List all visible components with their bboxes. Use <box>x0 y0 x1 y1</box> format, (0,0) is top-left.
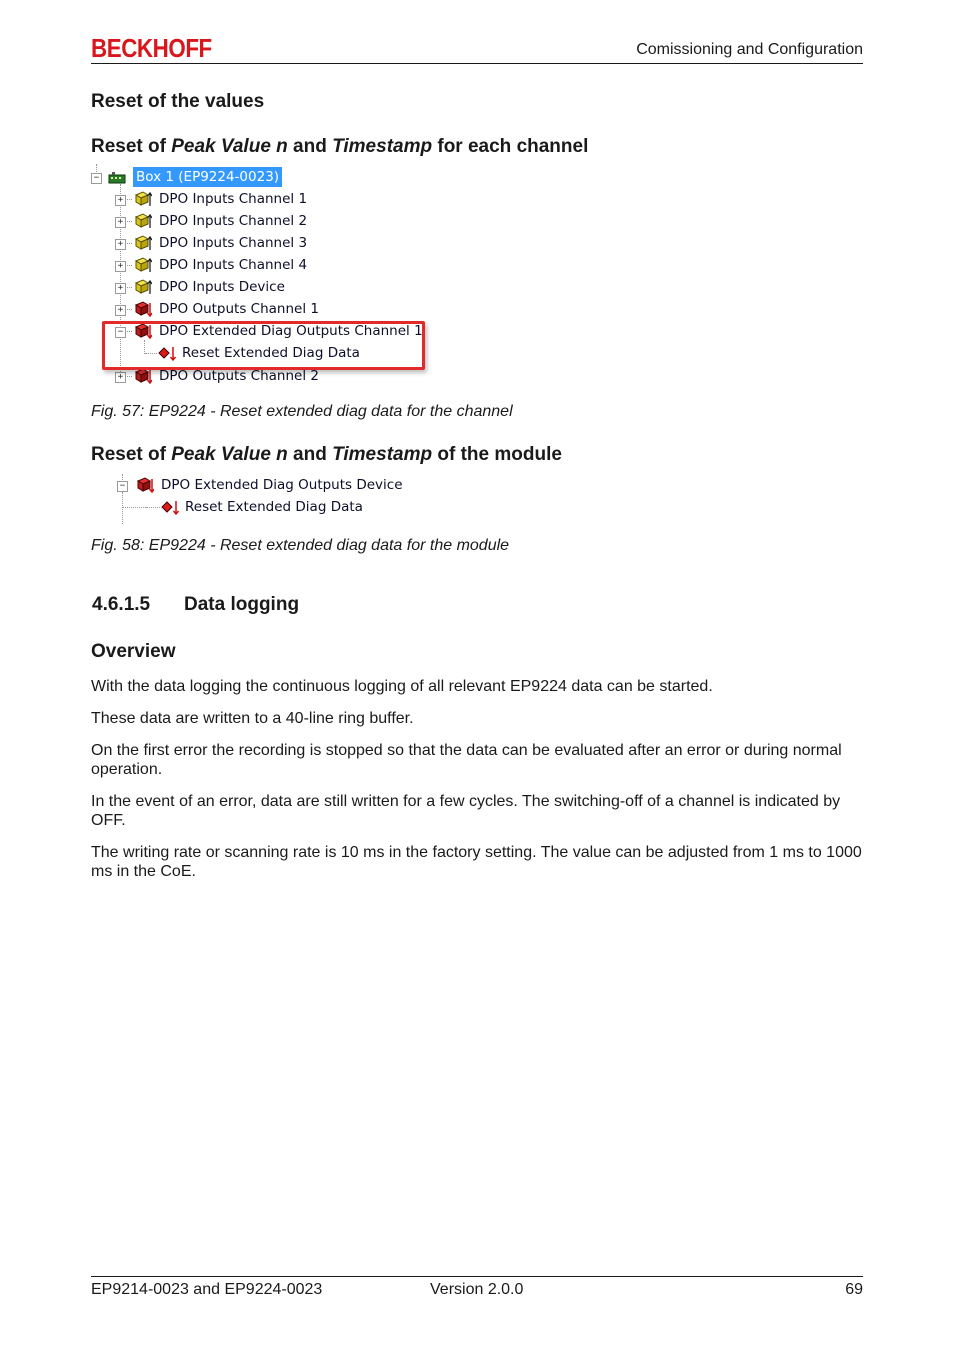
heading-text: Reset of <box>91 136 172 157</box>
expand-icon[interactable]: + <box>115 372 126 383</box>
tree-item-label[interactable]: DPO Extended Diag Outputs Channel 1 <box>159 323 423 339</box>
tree-item[interactable] <box>88 277 428 297</box>
tree-item[interactable] <box>112 497 412 517</box>
input-arrow-icon <box>134 190 152 208</box>
heading-italic: Peak Value n <box>171 136 288 157</box>
tree-item[interactable] <box>88 189 428 209</box>
tree-item-label[interactable]: Reset Extended Diag Data <box>182 345 360 361</box>
output-arrow-icon <box>136 476 154 494</box>
tree-root-label[interactable]: Box 1 (EP9224-0023) <box>133 167 282 187</box>
paragraph: With the data logging the continuous logging of all relevant EP9224 data can be started. <box>91 678 713 695</box>
input-arrow-icon <box>134 256 152 274</box>
footer-product: EP9214-0023 and EP9224-0023 <box>91 1281 323 1298</box>
heading-italic: Peak Value n <box>171 444 288 465</box>
tree-item[interactable] <box>88 211 428 231</box>
heading-text: Reset of <box>91 444 172 465</box>
input-arrow-icon <box>134 234 152 252</box>
heading-text: for each channel <box>432 136 589 157</box>
tree-item[interactable] <box>88 233 428 253</box>
section-title: Data logging <box>184 594 300 615</box>
tree-line <box>146 507 160 508</box>
heading-text: of the module <box>432 444 562 465</box>
input-arrow-icon <box>134 212 152 230</box>
expand-icon[interactable]: + <box>115 195 126 206</box>
footer-divider <box>91 1276 863 1277</box>
tree-item-label[interactable]: DPO Outputs Channel 1 <box>159 301 319 317</box>
tree-item-label[interactable]: Reset Extended Diag Data <box>185 499 363 515</box>
heading-reset-values: Reset of the values <box>91 91 265 112</box>
heading-italic: Timestamp <box>332 136 433 157</box>
collapse-icon[interactable]: − <box>117 481 128 492</box>
tree-item-label[interactable]: DPO Outputs Channel 2 <box>159 368 319 384</box>
header-section-title: Comissioning and Configuration <box>636 41 863 58</box>
paragraph: The writing rate or scanning rate is 10 ms in the factory setting. The value can be adjusted from 1 ms to 1000 ms in the CoE. <box>91 844 862 880</box>
tree-item-label[interactable]: DPO Inputs Channel 1 <box>159 191 308 207</box>
tree-item[interactable] <box>112 475 412 495</box>
output-arrow-icon <box>134 300 152 318</box>
expand-icon[interactable]: + <box>115 305 126 316</box>
tree-view-channel <box>88 164 438 394</box>
footer-version: Version 2.0.0 <box>430 1281 524 1298</box>
input-arrow-icon <box>134 278 152 296</box>
figure-caption-58: Fig. 58: EP9224 - Reset extended diag data for the module <box>91 537 510 554</box>
heading-overview: Overview <box>91 641 176 662</box>
tree-item-label[interactable]: DPO Inputs Channel 4 <box>159 257 308 273</box>
paragraph: In the event of an error, data are still written for a few cycles. The switching-off of a channel is indicated by OFF. <box>91 793 841 829</box>
paragraph: These data are written to a 40-line ring buffer. <box>91 710 414 727</box>
expand-icon[interactable]: + <box>115 217 126 228</box>
collapse-icon[interactable]: − <box>115 327 126 338</box>
tree-item-label[interactable]: DPO Inputs Channel 2 <box>159 213 308 229</box>
tree-item-label[interactable]: DPO Inputs Device <box>159 279 285 295</box>
box-icon <box>108 169 126 187</box>
section-number: 4.6.1.5 <box>92 594 151 615</box>
highlight-frame <box>102 321 425 370</box>
paragraph: On the first error the recording is stopped so that the data can be evaluated after an error or during normal operation. <box>91 742 842 778</box>
tree-item[interactable] <box>88 299 428 319</box>
heading-text: and <box>287 444 333 465</box>
tree-view-module <box>112 474 412 526</box>
header-divider <box>91 63 863 64</box>
tree-item-label[interactable]: DPO Extended Diag Outputs Device <box>161 477 403 493</box>
expand-icon[interactable]: + <box>115 261 126 272</box>
expand-icon[interactable]: + <box>115 239 126 250</box>
collapse-icon[interactable]: − <box>91 173 102 184</box>
expand-icon[interactable]: + <box>115 283 126 294</box>
tree-root[interactable] <box>88 167 428 187</box>
footer-page-number: 69 <box>845 1281 863 1298</box>
figure-caption-57: Fig. 57: EP9224 - Reset extended diag data for the channel <box>91 403 513 420</box>
heading-italic: Timestamp <box>332 444 433 465</box>
overview-body <box>91 677 863 881</box>
output-arrow-icon <box>161 498 179 516</box>
heading-text: and <box>287 136 333 157</box>
tree-line <box>122 507 146 508</box>
tree-item[interactable] <box>88 255 428 275</box>
heading-reset-module <box>91 444 562 466</box>
heading-reset-channel <box>91 136 588 158</box>
tree-item-label[interactable]: DPO Inputs Channel 3 <box>159 235 308 251</box>
beckhoff-logo: BECKHOFF <box>91 33 212 63</box>
